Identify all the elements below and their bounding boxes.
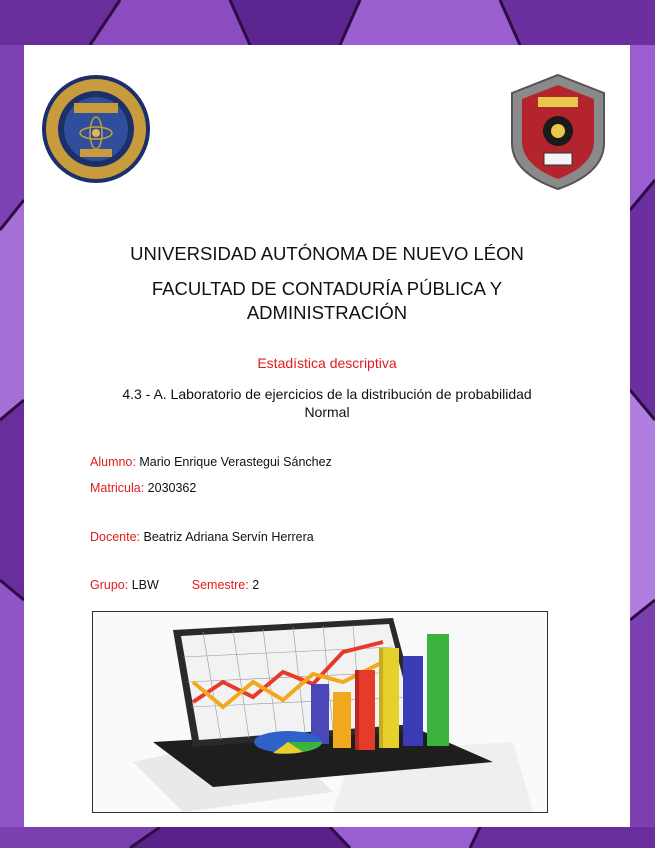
student-row xyxy=(90,455,332,469)
faculty-line-2: ADMINISTRACIÓN xyxy=(246,302,408,323)
cover-page xyxy=(24,45,630,827)
faculty-line-1: FACULTAD DE CONTADURÍA PÚBLICA Y xyxy=(151,278,503,299)
semester-label: Semestre: xyxy=(191,578,249,592)
subject-title: Estadística descriptiva xyxy=(257,355,397,371)
laptop-with-3d-bar-chart-icon xyxy=(93,612,547,812)
activity-line-1: 4.3 - A. Laboratorio de ejercicios de la distribución de probabilidad xyxy=(122,386,532,402)
student-value: Mario Enrique Verastegui Sánchez xyxy=(139,455,332,469)
id-label: Matricula: xyxy=(90,481,145,495)
student-label: Alumno: xyxy=(90,455,136,469)
university-name: UNIVERSIDAD AUTÓNOMA DE NUEVO LÉON xyxy=(130,243,524,264)
activity-line-2: Normal xyxy=(304,404,350,420)
teacher-label: Docente: xyxy=(90,530,141,544)
activity-title xyxy=(24,385,630,421)
teacher-row xyxy=(90,530,314,544)
semester-value: 2 xyxy=(252,578,260,592)
group-row xyxy=(90,578,259,592)
facpya-shield-logo xyxy=(508,73,608,191)
id-value: 2030362 xyxy=(147,481,197,495)
teacher-value: Beatriz Adriana Servín Herrera xyxy=(143,530,314,544)
id-row xyxy=(90,481,196,495)
uanl-seal-logo xyxy=(40,73,152,185)
faculty-name xyxy=(24,277,630,325)
laptop-chart-illustration xyxy=(92,611,548,813)
group-label: Grupo: xyxy=(90,578,129,592)
group-value: LBW xyxy=(131,578,159,592)
